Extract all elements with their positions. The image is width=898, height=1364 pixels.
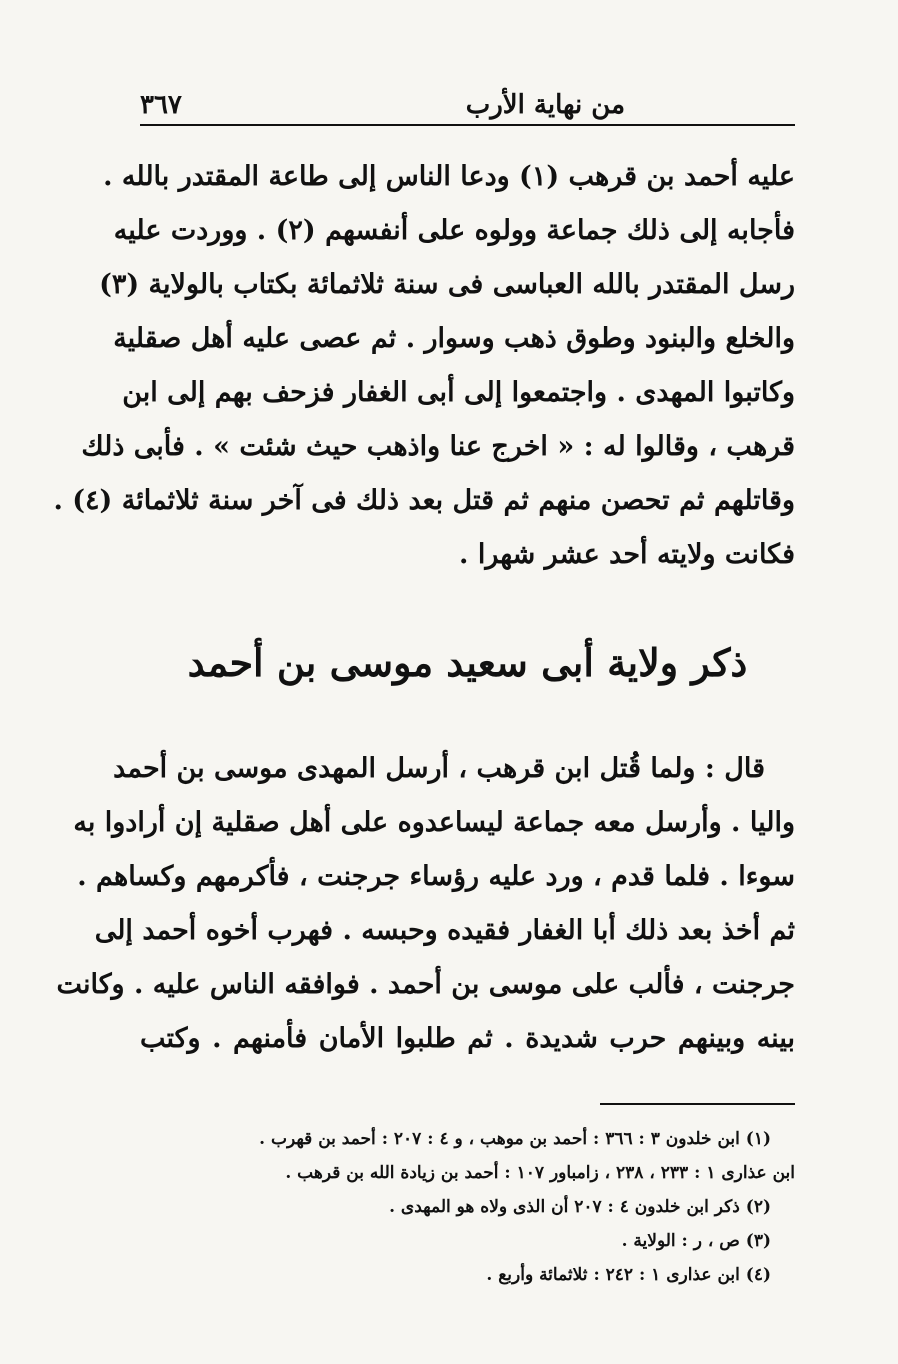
- header-rule: [140, 124, 795, 126]
- body-paragraph-section: [56, 742, 795, 1066]
- text-line: عليه أحمد بن قرهب (١) ودعا الناس إلى طاعة المقتدر بالله .: [103, 161, 795, 192]
- text-line: فأجابه إلى ذلك جماعة وولوه على أنفسهم (٢) . ووردت عليه: [113, 215, 795, 246]
- text-line: وقاتلهم ثم تحصن منهم ثم قتل بعد ذلك فى آخر سنة ثلاثمائة (٤) .: [53, 485, 795, 516]
- page-number: ٣٦٧: [140, 90, 182, 120]
- footnote-line: (١) ابن خلدون ٣ : ٣٦٦ : أحمد بن موهب ، و ٤ : ٢٠٧ : أحمد بن قهرب .: [259, 1129, 771, 1149]
- text-line: قال : ولما قُتل ابن قرهب ، أرسل المهدى موسى بن أحمد: [113, 753, 765, 784]
- text-line: والخلع والبنود وطوق ذهب وسوار . ثم عصى عليه أهل صقلية: [113, 323, 795, 354]
- footnote-line: (٢) ذكر ابن خلدون ٤ : ٢٠٧ أن الذى ولاه هو المهدى .: [389, 1197, 771, 1217]
- text-line: بينه وبينهم حرب شديدة . ثم طلبوا الأمان فأمنهم . وكتب: [140, 1023, 795, 1054]
- running-title: من نهاية الأرب: [465, 90, 625, 120]
- text-line: وكاتبوا المهدى . واجتمعوا إلى أبى الغفار فزحف بهم إلى ابن: [122, 377, 795, 408]
- text-line: جرجنت ، فألب على موسى بن أحمد . فوافقه الناس عليه . وكانت: [56, 969, 795, 1000]
- text-line: سوءا . فلما قدم ، ورد عليه رؤساء جرجنت ، فأكرمهم وكساهم .: [77, 861, 795, 892]
- footnotes: [160, 1122, 795, 1292]
- text-line: واليا . وأرسل معه جماعة ليساعدوه على أهل صقلية إن أرادوا به: [73, 807, 795, 838]
- text-line: ثم أخذ بعد ذلك أبا الغفار فقيده وحبسه . فهرب أخوه أحمد إلى: [94, 915, 795, 946]
- section-heading: ذكر ولاية أبى سعيد موسى بن أحمد: [187, 640, 748, 685]
- footnote-line: (٤) ابن عذارى ١ : ٢٤٢ : ثلاثمائة وأربع .: [486, 1265, 771, 1285]
- text-line: رسل المقتدر بالله العباسى فى سنة ثلاثمائة بكتاب بالولاية (٣): [99, 269, 795, 300]
- footnote-rule: [600, 1103, 795, 1105]
- footnote-line: (٣) ص ، ر : الولاية .: [621, 1231, 771, 1251]
- text-line-last: فكانت ولايته أحد عشر شهرا .: [459, 539, 795, 570]
- text-line: قرهب ، وقالوا له : « اخرج عنا واذهب حيث شئت » . فأبى ذلك: [81, 431, 795, 462]
- body-paragraph-top: [53, 150, 795, 582]
- page-header: [140, 78, 795, 120]
- footnote-line: ابن عذارى ١ : ٢٣٣ ، ٢٣٨ ، زامباور ١٠٧ : أحمد بن زيادة الله بن قرهب .: [285, 1163, 795, 1183]
